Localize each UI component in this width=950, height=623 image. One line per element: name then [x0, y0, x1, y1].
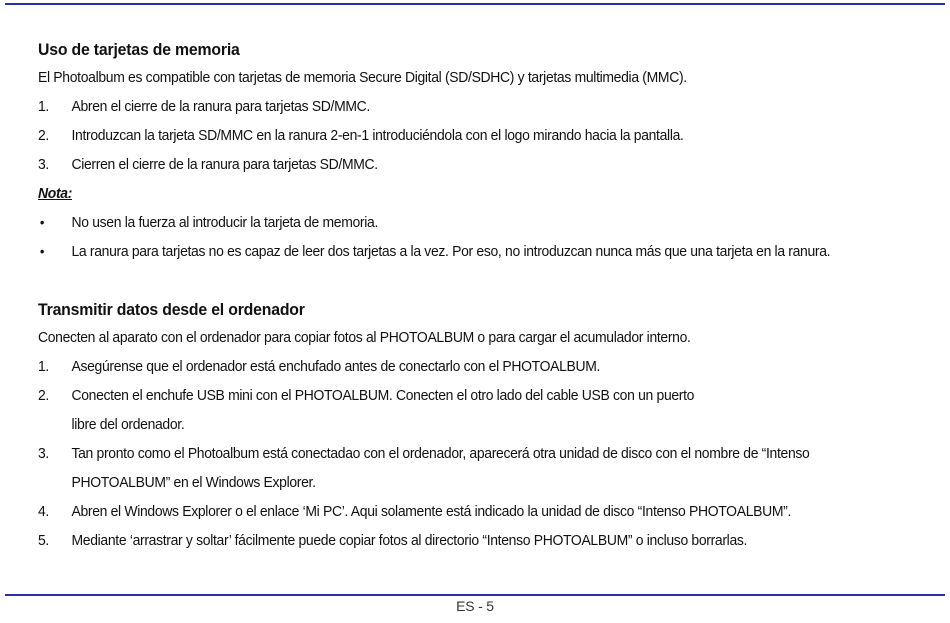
step-number: 2. [38, 127, 49, 144]
step-text-continued: libre del ordenador. [71, 416, 185, 433]
step-text: Abren el cierre de la ranura para tarjetas SD/MMC. [71, 98, 370, 115]
section-spacer [38, 266, 875, 296]
step-number: 1. [38, 98, 49, 115]
section-title-data-transfer: Transmitir datos desde el ordenador [38, 300, 305, 319]
list-item [38, 92, 875, 121]
list-item [38, 352, 875, 381]
list-item [38, 237, 875, 266]
page-number: ES - 5 [456, 598, 494, 614]
list-item [38, 121, 875, 150]
document-page [38, 36, 875, 555]
list-item [38, 150, 875, 179]
section-title-memory-cards: Uso de tarjetas de memoria [38, 40, 240, 59]
section-intro-memory-cards: El Photoalbum es compatible con tarjetas de memoria Secure Digital (SD/SDHC) y tarjetas multimedia (MMC). [38, 69, 687, 86]
step-number: 4. [38, 503, 49, 520]
step-number: 1. [38, 358, 49, 375]
note-heading [38, 179, 875, 208]
step-text: Cierren el cierre de la ranura para tarjetas SD/MMC. [71, 156, 378, 173]
note-text: No usen la fuerza al introducir la tarjeta de memoria. [71, 214, 379, 231]
list-item [38, 497, 875, 526]
step-text: Tan pronto como el Photoalbum está conectadao con el ordenador, aparecerá otra unidad de disco con el nombre de “Intenso [71, 445, 810, 462]
step-number: 3. [38, 445, 49, 462]
step-text: Introduzcan la tarjeta SD/MMC en la ranura 2-en-1 introduciéndola con el logo mirando hacia la pantalla. [71, 127, 684, 144]
step-text: Abren el Windows Explorer o el enlace ‘Mi PC’. Aqui solamente está indicado la unidad de disco “Intenso PHOTOALBUM”. [71, 503, 792, 520]
note-text: La ranura para tarjetas no es capaz de leer dos tarjetas a la vez. Por eso, no introduzcan nunca más que una tarjeta en la ranura. [71, 243, 831, 260]
list-item [38, 439, 875, 497]
note-label: Nota: [38, 185, 73, 202]
bottom-rule [5, 594, 945, 596]
step-number: 5. [38, 532, 49, 549]
top-rule [5, 3, 945, 5]
list-item [38, 208, 875, 237]
section-intro-data-transfer: Conecten al aparato con el ordenador para copiar fotos al PHOTOALBUM o para cargar el acumulador interno. [38, 329, 691, 346]
list-item [38, 381, 875, 439]
step-text: Asegúrense que el ordenador está enchufado antes de conectarlo con el PHOTOALBUM. [71, 358, 601, 375]
step-text-continued: PHOTOALBUM” en el Windows Explorer. [71, 474, 316, 491]
list-item [38, 526, 875, 555]
step-number: 2. [38, 387, 49, 404]
step-number: 3. [38, 156, 49, 173]
bullet-icon: • [39, 243, 45, 259]
step-text: Conecten el enchufe USB mini con el PHOTOALBUM. Conecten el otro lado del cable USB con un puerto [71, 387, 695, 404]
bullet-icon: • [39, 214, 45, 230]
step-text: Mediante ‘arrastrar y soltar’ fácilmente puede copiar fotos al directorio “Intenso PHOTOALBUM” o incluso borrarlas. [71, 532, 748, 549]
